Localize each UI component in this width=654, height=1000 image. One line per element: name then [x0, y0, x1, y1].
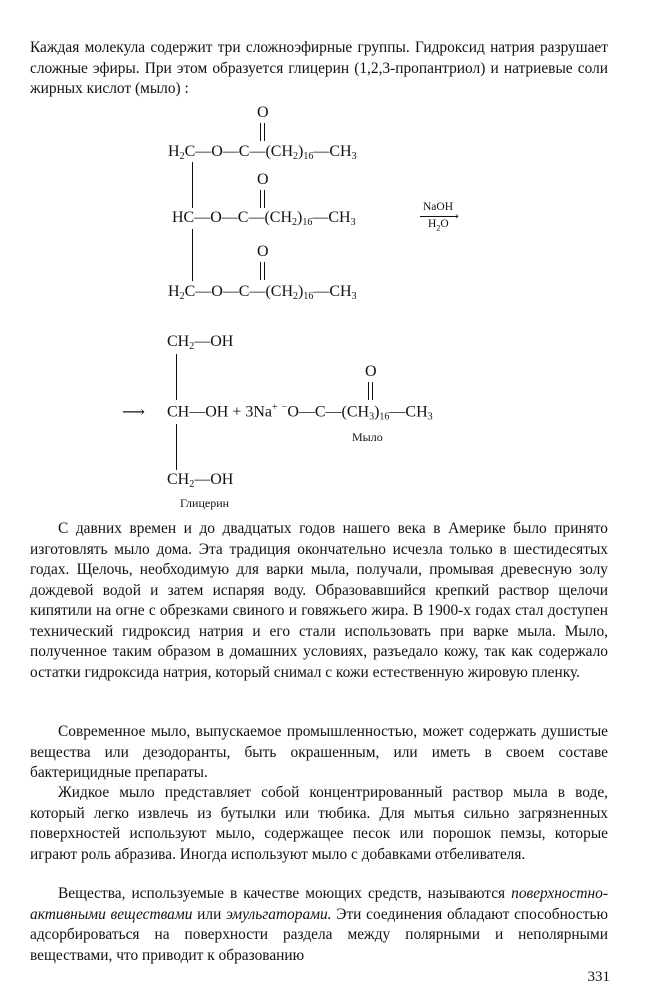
product-arrow: ⟶	[122, 404, 145, 421]
backbone-bond-top	[192, 162, 193, 208]
formula-row-3: $H_2C—O—C—(CH_2)_{16}—CH_3$	[168, 283, 357, 302]
glycerin-row-3: $CH_2—OH$	[167, 471, 234, 490]
paragraph-liquid-soap: Жидкое мыло представляет собой концентрированный раствор мыла в воде, который легко извлечь из бутылки или тюбика. Для мытья сильно загрязненных поверхностей используют мыло, содержащее песок или порошок пемзы, которые играют роль абразива. Иногда используют мыло с добавками отбеливателя.	[30, 784, 608, 863]
formula-row-1: $H_2C—O—C—(CH_2)_{16}—CH_3$	[168, 143, 357, 162]
paragraph-home-soap: С давних времен и до двадцатых годов нашего века в Америке было принято изготовлять мыло дома. Эта традиция окончательно исчезла только в шестидесятых годах. Щелочь, необходимую для варки мыла, получали, промывая древесную золу дождевой водой и затем испаряя воду. Образовавшийся крепкий раствор щелочи кипятили на огне с обрезками свиного и говяжьего жира. В 1900-х годах стал доступен технический гидроксид натрия и его стали использовать при варке мыла. Мыло, полученное таким образом в домашних условиях, разъедало кожу, так как содержало остатки гидроксида натрия, который снимал с кожи естественную жировую пленку.	[30, 520, 608, 681]
double-bond-3	[260, 262, 265, 280]
paragraph-surfactants: Вещества, используемые в качестве моющих средств, называются поверхностно-активными веществами или эмульгаторами. Эти соединения обладают способностью адсорбироваться на поверхности раздела между полярными и неполярными веществами, что приводит к образованию	[30, 885, 608, 964]
glycerin-row-2: CH—OH + 3Na+ $^-O—C—(CH_3)_{16}—CH_3$	[167, 402, 433, 423]
carbonyl-o-2: O	[257, 171, 269, 188]
backbone-bond-bottom	[192, 229, 193, 281]
reagent-water: $H_2O$	[428, 218, 449, 233]
reagent-naoh: NaOH	[423, 201, 454, 213]
reaction-arrow-line	[420, 216, 458, 217]
formula-row-2: $HC—O—C—(CH_2)_{16}—CH_3$	[172, 209, 356, 228]
glycerin-row-1: $CH_2—OH$	[167, 333, 234, 352]
intro-paragraph: Каждая молекула содержит три сложноэфирные группы. Гидроксид натрия разрушает сложные эфиры. При этом образуется глицерин (1,2,3-пропантриол) и натриевые соли жирных кислот (мыло) :	[30, 39, 608, 97]
term-emulsifiers: эмульгаторами.	[226, 905, 332, 923]
soap-carbonyl-o: O	[365, 363, 377, 380]
term-surfactants: поверхностно-активными веществами	[30, 885, 608, 923]
page-number: 331	[587, 969, 610, 985]
carbonyl-o-1: O	[257, 104, 269, 121]
soap-double-bond	[368, 382, 373, 400]
double-bond-2	[260, 190, 265, 208]
glycerin-label: Глицерин	[180, 496, 230, 510]
glycerin-bond-top	[176, 354, 177, 400]
reaction-arrow-head: ›	[455, 208, 459, 222]
glycerin-bond-bottom	[176, 424, 177, 470]
carbonyl-o-3: O	[257, 243, 269, 260]
paragraph-modern-soap: Современное мыло, выпускаемое промышленностью, может содержать душистые вещества или дезодоранты, быть окрашенным, или иметь в своем составе бактерицидные препараты.	[30, 723, 608, 781]
double-bond-1	[260, 123, 265, 141]
soap-label: Мыло	[352, 430, 383, 444]
